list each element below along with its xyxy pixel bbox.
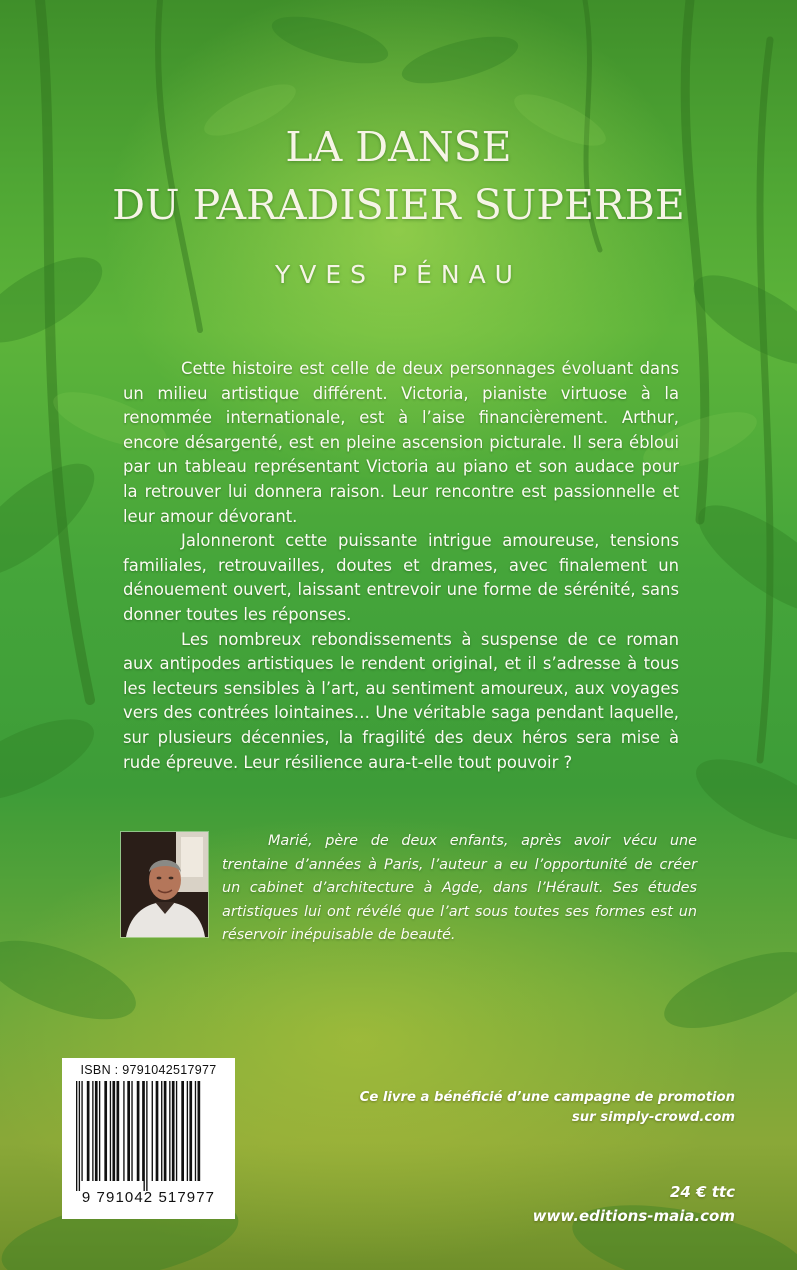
price-and-website (435, 1180, 735, 1228)
barcode-digits: 9 791042 517977 (81, 1189, 216, 1206)
book-title (0, 118, 797, 234)
synopsis-paragraph-3: Les nombreux rebondissements à suspense de ce roman aux antipodes artistiques le rendent original, et il s’adresse à tous les lecteurs sensibles à l’art, au sentiment amoureux, aux voyages vers des contrées lointaines… Une véritable saga pendant laquelle, sur plusieurs décennies, la fragilité des deux héros sera mise à rude épreuve. Leur résilience aura-t-elle tout pouvoir ? (123, 629, 679, 772)
promotion-line-2: sur simply-crowd.com (571, 1110, 735, 1125)
book-author: YVES PÉNAU (275, 260, 522, 289)
isbn-label: ISBN : 9791042517977 (80, 1063, 217, 1077)
synopsis-paragraph-2: Jalonneront cette puissante intrigue amoureuse, tensions familiales, retrouvailles, doutes et drames, avec finalement un dénouement ouvert, laissant entrevoir une forme de sérénité, sans donner toutes les réponses. (123, 531, 679, 624)
book-title-line-1: LA DANSE (285, 123, 512, 171)
promotion-line-1: Ce livre a bénéficié d’une campagne de promotion (359, 1090, 735, 1105)
isbn-barcode (62, 1058, 235, 1219)
author-photo (120, 831, 209, 938)
publisher-website[interactable]: www.editions-maia.com (532, 1207, 735, 1225)
promotion-notice (315, 1088, 735, 1128)
author-biography: Marié, père de deux enfants, après avoir vécu une trentaine d’années à Paris, l’auteur a eu l’opportunité de créer un cabinet d’architecture à Agde, dans l’Hérault. Ses études artistiques lui ont révélé que l’art sous toutes ses formes est un réservoir inépuisable de beauté. (222, 833, 697, 943)
book-title-line-2: DU PARADISIER SUPERBE (112, 181, 685, 229)
synopsis-paragraph-1: Cette histoire est celle de deux personnages évoluant dans un milieu artistique différent. Victoria, pianiste virtuose à la renommée internationale, est à l’aise financièrement. Arthur, encore désargenté, est en pleine ascension picturale. Il sera ébloui par un tableau représentant Victoria au piano et son audace pour la retrouver lui donnera raison. Leur rencontre est passionnelle et leur amour dévorant. (123, 359, 679, 526)
barcode-bars (74, 1081, 224, 1191)
price: 24 € ttc (670, 1183, 735, 1201)
synopsis (123, 357, 679, 775)
